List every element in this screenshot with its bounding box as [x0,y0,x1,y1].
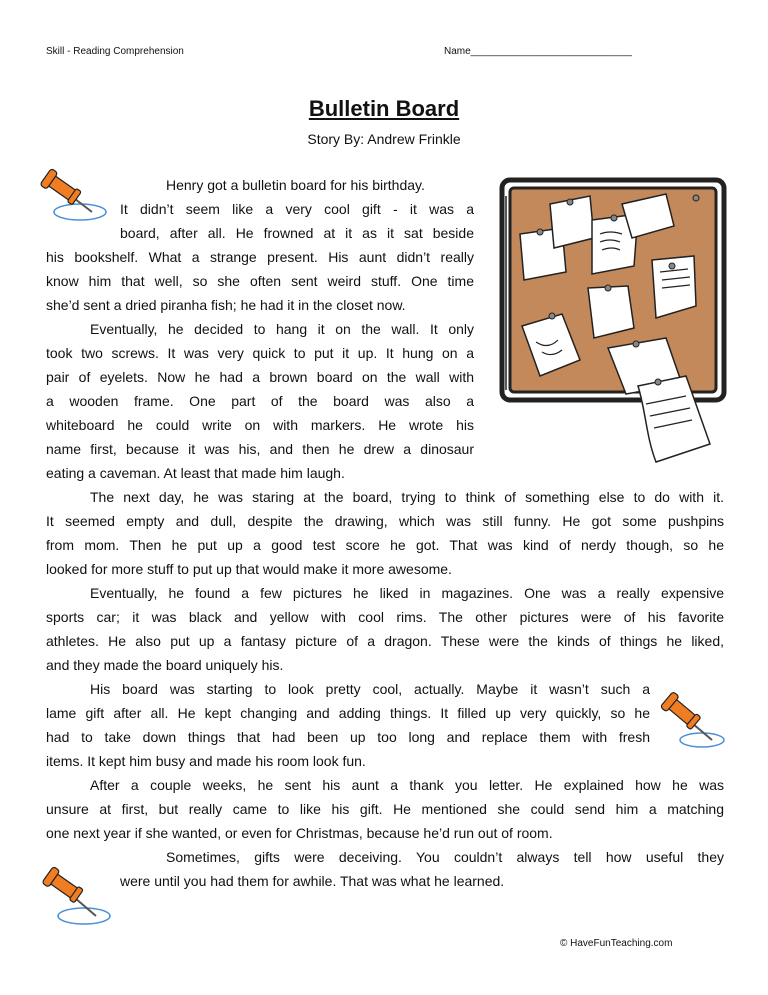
story-line: were until you had them for awhile. That was what he learned. [120,873,505,889]
story-line: pair of eyelets. Now he had a brown board on the wall with [46,369,474,385]
pushpin-icon [656,692,728,752]
story-line: athletes. He also put up a fantasy picture of a dragon. These were the kinds of things he liked, [46,633,724,649]
story-line: His board was starting to look pretty cool, actually. Maybe it wasn’t such a [90,681,650,697]
byline: Story By: Andrew Frinkle [307,131,461,147]
story-line: whiteboard he could write on with markers. He wrote his [46,417,474,433]
skill-label: Skill - Reading Comprehension [46,46,184,57]
name-field: Name_____________________________ [444,46,632,57]
story-line: items. It kept him busy and made his room look fun. [46,753,366,769]
story-line: The next day, he was staring at the board, trying to think of something else to do with it. [90,489,724,505]
story-line: It seemed empty and dull, despite the drawing, which was still funny. He got some pushpins [46,513,724,529]
bulletin-board-illustration [496,176,728,474]
story-line: Eventually, he decided to hang it on the wall. It only [90,321,474,337]
story-line: Henry got a bulletin board for his birthday. [166,177,425,193]
story-line: a wooden frame. One part of the board was also a [46,393,474,409]
story-line: name first, because it was his, and then he drew a dinosaur [46,441,474,457]
story-line: she’d sent a dried piranha fish; he had it in the closet now. [46,297,406,313]
story-line: had to take down things that had been up too long and replace them with fresh [46,729,650,745]
copyright: © HaveFunTeaching.com [560,938,673,949]
story-line: sports car; it was black and yellow with cool rims. The other pictures were of his favorite [46,609,724,625]
story-line: took two screws. It was very quick to put it up. It hung on a [46,345,474,361]
story-line: Sometimes, gifts were deceiving. You couldn’t always tell how useful they [166,849,724,865]
story-line: his bookshelf. What a strange present. His aunt didn’t really [46,249,474,265]
story-line: board, after all. He frowned at it as it sat beside [120,225,474,241]
story-line: It didn’t seem like a very cool gift - it was a [120,201,474,217]
story-line: know him that well, so she often sent weird stuff. One time [46,273,474,289]
pushpin-icon [36,168,108,224]
pushpin-icon [38,866,114,928]
story-line: eating a caveman. At least that made him laugh. [46,465,345,481]
story-line: lame gift after all. He kept changing and adding things. It filled up very quickly, so he [46,705,650,721]
story-line: unsure at first, but really came to like his gift. He mentioned she could send him a matching [46,801,724,817]
page-title: Bulletin Board [308,96,460,121]
story-line: one next year if she wanted, or even for Christmas, because he’d run out of room. [46,825,553,841]
story-line: looked for more stuff to put up that would make it more awesome. [46,561,452,577]
story-line: Eventually, he found a few pictures he liked in magazines. One was a really expensive [90,585,724,601]
story-line: and they made the board uniquely his. [46,657,284,673]
story-line: After a couple weeks, he sent his aunt a thank you letter. He explained how he was [90,777,724,793]
story-line: from mom. Then he put up a good test score he got. That was kind of nerdy though, so he [46,537,724,553]
